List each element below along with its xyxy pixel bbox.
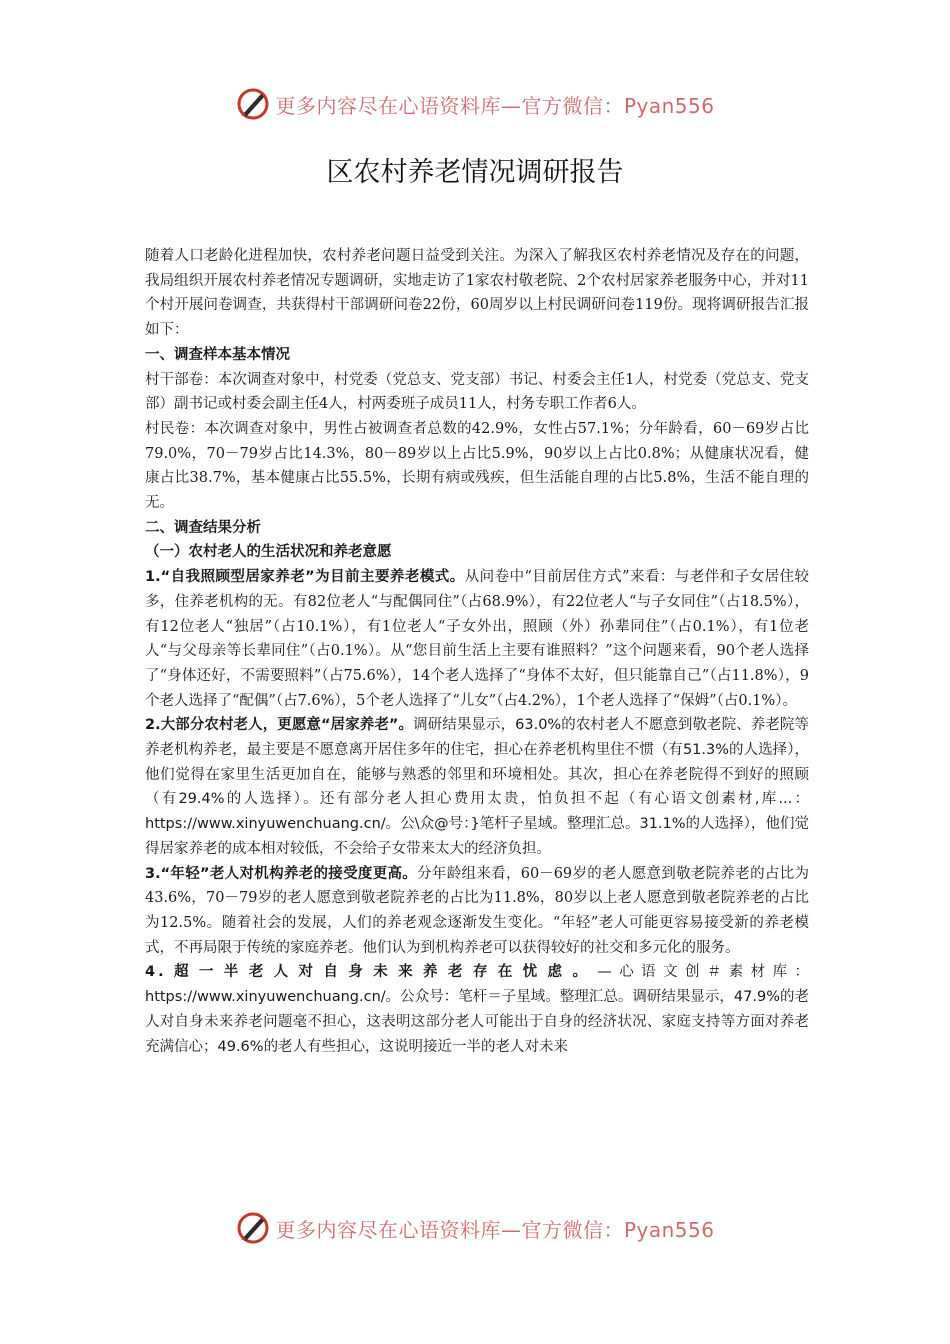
finding-lead-1: 1.“自我照顾型居家养老”为目前主要养老模式。 — [145, 569, 465, 586]
cadre-paragraph: 村干部卷：本次调查对象中，村党委（党总支、党支部）书记、村委会主任1人，村党委（党总支、党支部）副书记或村委会副主任4人，村两委班子成员11人，村务专职工作者6人。 — [145, 371, 809, 413]
finding-body-4: —心语文创＃素材库：https://www.xinyuwenchuang.cn/。公众号：笔杆＝子星域。整理汇总。调研结果显示，47.9%的老人对自身未来养老问题毫不担心，这表明这部分老人可能出于自身的经济状况、家庭支持等方面对养老充满信心；49.6%的老人有些担心，这说明接近一半的老人对未来 — [145, 964, 809, 1055]
intro-paragraph: 随着人口老龄化进程加快，农村养老问题日益受到关注。为深入了解我区农村养老情况及存在的问题，我局组织开展农村养老情况专题调研，实地走访了1家农村敬老院、2个农村居家养老服务中心，并对11个村开展问卷调查，共获得村干部调研问卷22份，60周岁以上村民调研问卷119份。现将调研报告汇报如下： — [145, 248, 809, 339]
finding-body-1: 从问卷中“目前居住方式”来看：与老伴和子女居住较多，住养老机构的无。有82位老人“与配偶同住”（占68.9%），有22位老人“与子女同住”（占18.5%），有12位老人“独居”（占10.1%），有1位老人“子女外出，照顾（外）孙辈同住”（占0.1%），有1位老人“与父母亲等长辈同住”（占0.1%）。从“您目前生活上主要有谁照料？”这个问题来看，90个老人选择了“身体还好，不需要照料”（占75.6%），14个老人选择了“身体不太好，但只能靠自己”（占11.8%），9个老人选择了“配偶”（占7.6%），5个老人选择了“儿女”（占4.2%），1个老人选择了“保姆”（占0.1%）。 — [145, 569, 810, 709]
footer-banner — [0, 1208, 950, 1248]
finding-body-3: 分年龄组来看，60－69岁的老人愿意到敬老院养老的占比为43.6%，70－79岁的老人愿意到敬老院养老的占比为11.8%，80岁以上老人愿意到敬老院养老的占比为12.5%。随着社会的发展，人们的养老观念逐渐发生变化。“年轻”老人可能更容易接受新的养老模式，不再局限于传统的家庭养老。他们认为到机构养老可以获得较好的社交和多元化的服务。 — [145, 865, 810, 956]
banner-text: 更多内容尽在心语资料库—官方微信：Pyan556 — [275, 1217, 715, 1242]
subsection-heading-1: （一）农村老人的生活状况和养老意愿 — [145, 544, 392, 561]
pen-logo-icon — [235, 86, 271, 122]
pen-logo-icon — [235, 1210, 271, 1246]
finding-lead-4: 4.超一半老人对自身未来养老存在忧虑。 — [145, 964, 598, 981]
section-heading-2: 二、调查结果分析 — [145, 519, 261, 536]
finding-paragraph-3 — [145, 862, 809, 961]
finding-lead-2: 2.大部分农村老人，更愿意“居家养老”。 — [145, 717, 414, 734]
finding-paragraph-2 — [145, 713, 809, 861]
finding-lead-3: 3.“年轻”老人对机构养老的接受度更高。 — [145, 865, 418, 882]
banner-text: 更多内容尽在心语资料库—官方微信：Pyan556 — [275, 93, 715, 118]
header-banner — [0, 84, 950, 124]
document-title: 区农村养老情况调研报告 — [326, 157, 624, 188]
finding-body-2: 调研结果显示，63.0%的农村老人不愿意到敬老院、养老院等养老机构养老，最主要是不愿意离开居住多年的住宅，担心在养老机构里住不惯（有51.3%的人选择），他们觉得在家里生活更加自在，能够与熟悉的邻里和环境相处。其次，担心在养老院得不到好的照顾（有29.4%的人选择）。还有部分老人担心费用太贵，怕负担不起（有心语文创素材,库...：https://www.xinyuwenchuang.cn/。公\众@号：}笔杆子星域。整理汇总。31.1%的人选择），他们觉得居家养老的成本相对较低，不会给子女带来太大的经济负担。 — [145, 717, 810, 857]
finding-paragraph-4 — [145, 960, 809, 1059]
villager-paragraph: 村民卷：本次调查对象中，男性占被调查者总数的42.9%，女性占57.1%；分年龄看，60－69岁占比79.0%，70－79岁占比14.3%，80－89岁以上占比5.9%，90岁以上占比0.8%；从健康状况看，健康占比38.7%，基本健康占比55.5%，长期有病或残疾，但生活能自理的占比5.8%，生活不能自理的无。 — [145, 420, 809, 512]
finding-paragraph-1 — [145, 565, 809, 713]
section-heading-1: 一、调查样本基本情况 — [145, 346, 290, 363]
document-body — [145, 244, 809, 1059]
